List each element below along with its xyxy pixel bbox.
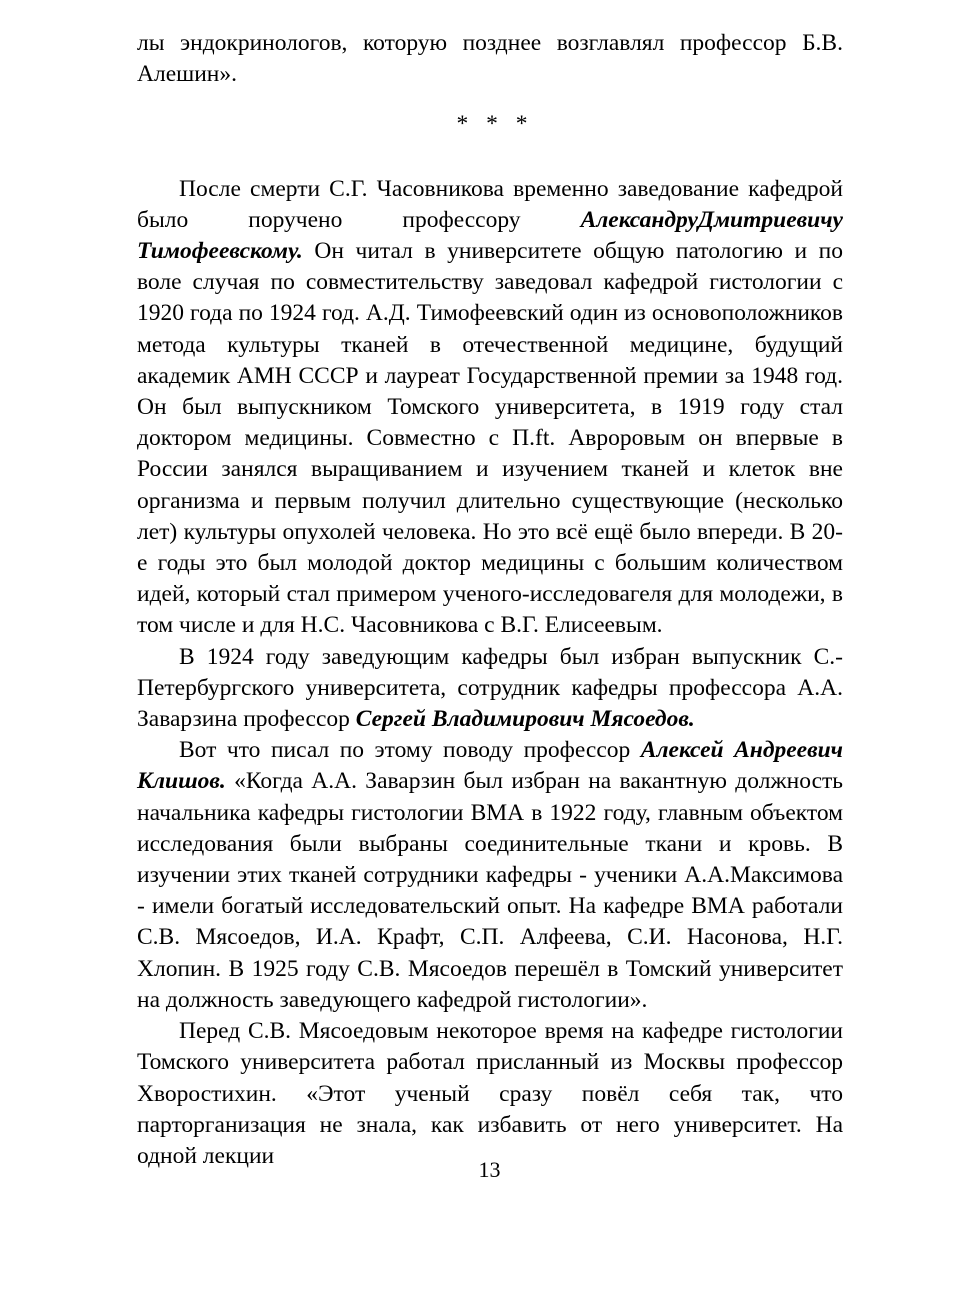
paragraph-timofeevsky — [137, 174, 843, 642]
spacer — [137, 141, 843, 174]
paragraph-text: Он читал в университете общую патологию и по воле случая по совместительству заведовал кафедрой гистологии с 1920 года по 1924 год. А.Д. Тимофеевский один из основоположников метода культуры тканей в отечественной медицине, будущий академик АМН СССР и лауреат Государственной премии за 1948 год. Он был выпускником Томского университета, в 1919 году стал доктором медицины. Совместно с П.ft. Авроровым он впервые в России занялся выращиванием и изучением тканей и клеток вне организма и первым получил длительно существующие (несколько лет) культуры опухолей человека. Но это всё ещё было впереди. В 20-е годы это был молодой доктор медицины с большим количеством идей, который стал примером ученого-исследовагеля для молодежи, в том числе и для Н.С. Часовникова с В.Г. Елисеевым. — [137, 238, 843, 639]
paragraph-myasoedov — [137, 642, 843, 736]
section-separator: * * * — [456, 111, 534, 138]
person-name: АлександруДмитриевичу Тимофеевскому. — [137, 206, 843, 265]
paragraph-text: В 1924 году заведующим кафедры был избран выпускник С.-Петербургского университета, сотрудник кафедры профессора А.А. Заварзина профессор — [137, 643, 843, 733]
page-body — [137, 28, 843, 1172]
person-name: Алексей Андреевич Клишов. — [137, 737, 843, 795]
paragraph-text: Вот что писал по этому поводу профессор — [179, 737, 641, 764]
person-name: Сергей Владимирович Мясоедов. — [355, 706, 695, 733]
paragraph-klishov — [137, 735, 843, 1016]
paragraph-continuation: лы эндокринологов, которую позднее возглавлял профессор Б.В. Алешин». — [137, 30, 843, 88]
page-number: 13 — [478, 1157, 501, 1182]
paragraph-text: После смерти С.Г. Часовникова временно заведование кафедрой было поручено профессору — [137, 175, 843, 233]
paragraph-khvorostikhin: Перед С.В. Мясоедовым некоторое время на кафедре гистологии Томского университета работал присланный из Москвы профессор Хворостихин. «Этот ученый сразу повёл себя так, что парторганизация не знала, как избавить от него университет. На одной лекции — [137, 1018, 843, 1169]
paragraph-text: «Когда А.А. Заварзин был избран на вакантную должность начальника кафедры гистологии ВМА в 1922 году, главным объектом исследования были выбраны соединительные ткани и кровь. В изучении этих тканей сотрудники кафедры - ученики А.А.Максимова - имели богатый исследовательский опыт. На кафедре ВМА работали С.В. Мясоедов, И.А. Крафт, С.П. Алфеева, С.И. Насонова, Н.Г. Хлопин. В 1925 году С.В. Мясоедов перешёл в Томский университет на должность заведующего кафедрой гистологии». — [137, 768, 843, 1013]
